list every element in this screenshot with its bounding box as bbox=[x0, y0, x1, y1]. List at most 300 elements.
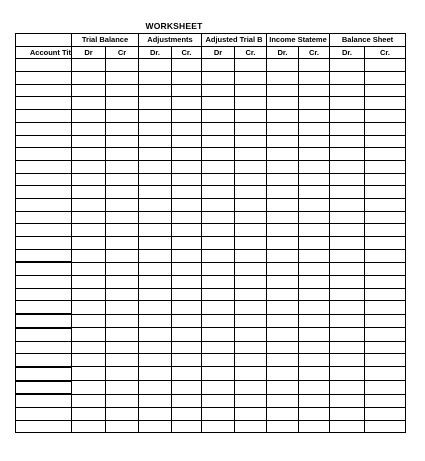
amount-cell[interactable] bbox=[235, 160, 267, 173]
amount-cell[interactable] bbox=[202, 288, 235, 301]
amount-cell[interactable] bbox=[202, 394, 235, 407]
amount-cell[interactable] bbox=[139, 249, 172, 262]
amount-cell[interactable] bbox=[106, 59, 139, 72]
amount-cell[interactable] bbox=[172, 262, 202, 275]
amount-cell[interactable] bbox=[139, 288, 172, 301]
amount-cell[interactable] bbox=[72, 97, 106, 110]
account-title-cell[interactable] bbox=[16, 314, 72, 328]
amount-cell[interactable] bbox=[330, 198, 365, 211]
amount-cell[interactable] bbox=[202, 262, 235, 275]
account-title-cell[interactable] bbox=[16, 407, 72, 420]
amount-cell[interactable] bbox=[330, 97, 365, 110]
amount-cell[interactable] bbox=[139, 110, 172, 123]
amount-cell[interactable] bbox=[267, 160, 299, 173]
amount-cell[interactable] bbox=[235, 211, 267, 224]
amount-cell[interactable] bbox=[330, 249, 365, 262]
account-title-cell[interactable] bbox=[16, 301, 72, 314]
amount-cell[interactable] bbox=[365, 407, 406, 420]
amount-cell[interactable] bbox=[172, 148, 202, 161]
account-title-cell[interactable] bbox=[16, 135, 72, 148]
amount-cell[interactable] bbox=[267, 186, 299, 199]
account-title-cell[interactable] bbox=[16, 288, 72, 301]
amount-cell[interactable] bbox=[299, 367, 330, 381]
amount-cell[interactable] bbox=[365, 288, 406, 301]
amount-cell[interactable] bbox=[139, 59, 172, 72]
account-title-cell[interactable] bbox=[16, 97, 72, 110]
amount-cell[interactable] bbox=[267, 97, 299, 110]
amount-cell[interactable] bbox=[172, 420, 202, 433]
amount-cell[interactable] bbox=[299, 249, 330, 262]
amount-cell[interactable] bbox=[202, 186, 235, 199]
amount-cell[interactable] bbox=[202, 341, 235, 354]
account-title-cell[interactable] bbox=[16, 173, 72, 186]
amount-cell[interactable] bbox=[72, 122, 106, 135]
amount-cell[interactable] bbox=[330, 148, 365, 161]
amount-cell[interactable] bbox=[365, 198, 406, 211]
amount-cell[interactable] bbox=[267, 276, 299, 289]
amount-cell[interactable] bbox=[330, 328, 365, 341]
amount-cell[interactable] bbox=[299, 84, 330, 97]
amount-cell[interactable] bbox=[139, 122, 172, 135]
amount-cell[interactable] bbox=[72, 59, 106, 72]
amount-cell[interactable] bbox=[139, 198, 172, 211]
amount-cell[interactable] bbox=[330, 59, 365, 72]
amount-cell[interactable] bbox=[330, 301, 365, 314]
amount-cell[interactable] bbox=[202, 198, 235, 211]
account-title-cell[interactable] bbox=[16, 72, 72, 85]
amount-cell[interactable] bbox=[106, 122, 139, 135]
amount-cell[interactable] bbox=[139, 186, 172, 199]
amount-cell[interactable] bbox=[72, 301, 106, 314]
amount-cell[interactable] bbox=[267, 314, 299, 328]
amount-cell[interactable] bbox=[235, 381, 267, 395]
account-title-cell[interactable] bbox=[16, 367, 72, 381]
amount-cell[interactable] bbox=[267, 367, 299, 381]
amount-cell[interactable] bbox=[330, 110, 365, 123]
amount-cell[interactable] bbox=[72, 135, 106, 148]
amount-cell[interactable] bbox=[139, 341, 172, 354]
amount-cell[interactable] bbox=[139, 367, 172, 381]
amount-cell[interactable] bbox=[330, 224, 365, 237]
amount-cell[interactable] bbox=[202, 224, 235, 237]
amount-cell[interactable] bbox=[267, 394, 299, 407]
amount-cell[interactable] bbox=[235, 367, 267, 381]
amount-cell[interactable] bbox=[299, 186, 330, 199]
amount-cell[interactable] bbox=[365, 367, 406, 381]
amount-cell[interactable] bbox=[365, 420, 406, 433]
amount-cell[interactable] bbox=[106, 341, 139, 354]
account-title-cell[interactable] bbox=[16, 186, 72, 199]
amount-cell[interactable] bbox=[365, 262, 406, 275]
amount-cell[interactable] bbox=[365, 211, 406, 224]
amount-cell[interactable] bbox=[235, 341, 267, 354]
amount-cell[interactable] bbox=[235, 288, 267, 301]
amount-cell[interactable] bbox=[106, 262, 139, 275]
amount-cell[interactable] bbox=[299, 301, 330, 314]
amount-cell[interactable] bbox=[172, 97, 202, 110]
amount-cell[interactable] bbox=[72, 249, 106, 262]
amount-cell[interactable] bbox=[330, 407, 365, 420]
amount-cell[interactable] bbox=[267, 198, 299, 211]
amount-cell[interactable] bbox=[365, 341, 406, 354]
amount-cell[interactable] bbox=[139, 262, 172, 275]
account-title-cell[interactable] bbox=[16, 341, 72, 354]
amount-cell[interactable] bbox=[330, 381, 365, 395]
amount-cell[interactable] bbox=[106, 224, 139, 237]
amount-cell[interactable] bbox=[202, 354, 235, 367]
account-title-cell[interactable] bbox=[16, 420, 72, 433]
amount-cell[interactable] bbox=[106, 135, 139, 148]
amount-cell[interactable] bbox=[365, 160, 406, 173]
amount-cell[interactable] bbox=[172, 354, 202, 367]
amount-cell[interactable] bbox=[365, 97, 406, 110]
amount-cell[interactable] bbox=[139, 135, 172, 148]
amount-cell[interactable] bbox=[172, 288, 202, 301]
amount-cell[interactable] bbox=[139, 394, 172, 407]
amount-cell[interactable] bbox=[365, 249, 406, 262]
amount-cell[interactable] bbox=[299, 328, 330, 341]
account-title-cell[interactable] bbox=[16, 122, 72, 135]
amount-cell[interactable] bbox=[267, 72, 299, 85]
amount-cell[interactable] bbox=[202, 420, 235, 433]
amount-cell[interactable] bbox=[267, 420, 299, 433]
amount-cell[interactable] bbox=[267, 135, 299, 148]
amount-cell[interactable] bbox=[172, 381, 202, 395]
amount-cell[interactable] bbox=[299, 407, 330, 420]
amount-cell[interactable] bbox=[235, 110, 267, 123]
amount-cell[interactable] bbox=[172, 341, 202, 354]
amount-cell[interactable] bbox=[235, 173, 267, 186]
amount-cell[interactable] bbox=[139, 276, 172, 289]
amount-cell[interactable] bbox=[139, 407, 172, 420]
amount-cell[interactable] bbox=[106, 173, 139, 186]
amount-cell[interactable] bbox=[235, 420, 267, 433]
amount-cell[interactable] bbox=[172, 237, 202, 250]
amount-cell[interactable] bbox=[172, 135, 202, 148]
amount-cell[interactable] bbox=[202, 135, 235, 148]
amount-cell[interactable] bbox=[72, 110, 106, 123]
amount-cell[interactable] bbox=[106, 211, 139, 224]
amount-cell[interactable] bbox=[365, 314, 406, 328]
amount-cell[interactable] bbox=[202, 301, 235, 314]
amount-cell[interactable] bbox=[172, 276, 202, 289]
amount-cell[interactable] bbox=[202, 314, 235, 328]
amount-cell[interactable] bbox=[330, 211, 365, 224]
amount-cell[interactable] bbox=[172, 110, 202, 123]
amount-cell[interactable] bbox=[365, 381, 406, 395]
account-title-cell[interactable] bbox=[16, 198, 72, 211]
amount-cell[interactable] bbox=[365, 224, 406, 237]
amount-cell[interactable] bbox=[235, 314, 267, 328]
amount-cell[interactable] bbox=[267, 262, 299, 275]
amount-cell[interactable] bbox=[267, 341, 299, 354]
amount-cell[interactable] bbox=[106, 407, 139, 420]
amount-cell[interactable] bbox=[72, 211, 106, 224]
amount-cell[interactable] bbox=[299, 72, 330, 85]
amount-cell[interactable] bbox=[330, 122, 365, 135]
amount-cell[interactable] bbox=[330, 367, 365, 381]
amount-cell[interactable] bbox=[106, 301, 139, 314]
amount-cell[interactable] bbox=[172, 367, 202, 381]
amount-cell[interactable] bbox=[299, 224, 330, 237]
amount-cell[interactable] bbox=[365, 186, 406, 199]
amount-cell[interactable] bbox=[299, 122, 330, 135]
amount-cell[interactable] bbox=[267, 84, 299, 97]
amount-cell[interactable] bbox=[106, 381, 139, 395]
amount-cell[interactable] bbox=[365, 84, 406, 97]
amount-cell[interactable] bbox=[330, 135, 365, 148]
account-title-cell[interactable] bbox=[16, 84, 72, 97]
amount-cell[interactable] bbox=[267, 381, 299, 395]
amount-cell[interactable] bbox=[72, 420, 106, 433]
amount-cell[interactable] bbox=[202, 173, 235, 186]
amount-cell[interactable] bbox=[267, 59, 299, 72]
amount-cell[interactable] bbox=[267, 224, 299, 237]
amount-cell[interactable] bbox=[235, 237, 267, 250]
account-title-cell[interactable] bbox=[16, 354, 72, 367]
amount-cell[interactable] bbox=[202, 148, 235, 161]
account-title-cell[interactable] bbox=[16, 276, 72, 289]
amount-cell[interactable] bbox=[72, 160, 106, 173]
amount-cell[interactable] bbox=[299, 110, 330, 123]
amount-cell[interactable] bbox=[72, 341, 106, 354]
amount-cell[interactable] bbox=[330, 262, 365, 275]
amount-cell[interactable] bbox=[72, 262, 106, 275]
account-title-cell[interactable] bbox=[16, 110, 72, 123]
amount-cell[interactable] bbox=[106, 84, 139, 97]
amount-cell[interactable] bbox=[72, 394, 106, 407]
amount-cell[interactable] bbox=[330, 394, 365, 407]
account-title-cell[interactable] bbox=[16, 160, 72, 173]
amount-cell[interactable] bbox=[267, 288, 299, 301]
account-title-cell[interactable] bbox=[16, 249, 72, 262]
amount-cell[interactable] bbox=[235, 276, 267, 289]
amount-cell[interactable] bbox=[106, 420, 139, 433]
amount-cell[interactable] bbox=[172, 198, 202, 211]
amount-cell[interactable] bbox=[106, 237, 139, 250]
amount-cell[interactable] bbox=[202, 211, 235, 224]
amount-cell[interactable] bbox=[235, 407, 267, 420]
amount-cell[interactable] bbox=[299, 341, 330, 354]
amount-cell[interactable] bbox=[202, 72, 235, 85]
amount-cell[interactable] bbox=[330, 173, 365, 186]
amount-cell[interactable] bbox=[139, 314, 172, 328]
amount-cell[interactable] bbox=[202, 97, 235, 110]
amount-cell[interactable] bbox=[235, 59, 267, 72]
amount-cell[interactable] bbox=[267, 173, 299, 186]
amount-cell[interactable] bbox=[106, 328, 139, 341]
amount-cell[interactable] bbox=[202, 367, 235, 381]
amount-cell[interactable] bbox=[72, 224, 106, 237]
amount-cell[interactable] bbox=[235, 328, 267, 341]
amount-cell[interactable] bbox=[365, 354, 406, 367]
amount-cell[interactable] bbox=[267, 354, 299, 367]
amount-cell[interactable] bbox=[172, 72, 202, 85]
amount-cell[interactable] bbox=[299, 97, 330, 110]
amount-cell[interactable] bbox=[139, 224, 172, 237]
amount-cell[interactable] bbox=[299, 237, 330, 250]
amount-cell[interactable] bbox=[365, 59, 406, 72]
amount-cell[interactable] bbox=[139, 354, 172, 367]
account-title-cell[interactable] bbox=[16, 148, 72, 161]
amount-cell[interactable] bbox=[365, 122, 406, 135]
amount-cell[interactable] bbox=[235, 186, 267, 199]
amount-cell[interactable] bbox=[106, 394, 139, 407]
amount-cell[interactable] bbox=[299, 394, 330, 407]
amount-cell[interactable] bbox=[139, 148, 172, 161]
amount-cell[interactable] bbox=[330, 72, 365, 85]
amount-cell[interactable] bbox=[235, 249, 267, 262]
amount-cell[interactable] bbox=[139, 381, 172, 395]
amount-cell[interactable] bbox=[106, 314, 139, 328]
amount-cell[interactable] bbox=[106, 276, 139, 289]
account-title-cell[interactable] bbox=[16, 262, 72, 275]
amount-cell[interactable] bbox=[202, 110, 235, 123]
amount-cell[interactable] bbox=[172, 249, 202, 262]
amount-cell[interactable] bbox=[139, 160, 172, 173]
amount-cell[interactable] bbox=[139, 301, 172, 314]
amount-cell[interactable] bbox=[139, 420, 172, 433]
amount-cell[interactable] bbox=[267, 407, 299, 420]
account-title-cell[interactable] bbox=[16, 394, 72, 407]
amount-cell[interactable] bbox=[299, 59, 330, 72]
amount-cell[interactable] bbox=[172, 122, 202, 135]
amount-cell[interactable] bbox=[106, 97, 139, 110]
amount-cell[interactable] bbox=[139, 328, 172, 341]
amount-cell[interactable] bbox=[106, 367, 139, 381]
amount-cell[interactable] bbox=[365, 276, 406, 289]
amount-cell[interactable] bbox=[172, 173, 202, 186]
amount-cell[interactable] bbox=[299, 262, 330, 275]
amount-cell[interactable] bbox=[299, 198, 330, 211]
amount-cell[interactable] bbox=[299, 420, 330, 433]
amount-cell[interactable] bbox=[72, 198, 106, 211]
amount-cell[interactable] bbox=[202, 407, 235, 420]
amount-cell[interactable] bbox=[106, 72, 139, 85]
amount-cell[interactable] bbox=[330, 288, 365, 301]
account-title-cell[interactable] bbox=[16, 381, 72, 395]
amount-cell[interactable] bbox=[72, 148, 106, 161]
amount-cell[interactable] bbox=[202, 328, 235, 341]
account-title-cell[interactable] bbox=[16, 328, 72, 341]
amount-cell[interactable] bbox=[365, 173, 406, 186]
amount-cell[interactable] bbox=[202, 276, 235, 289]
amount-cell[interactable] bbox=[299, 135, 330, 148]
amount-cell[interactable] bbox=[72, 407, 106, 420]
amount-cell[interactable] bbox=[72, 84, 106, 97]
amount-cell[interactable] bbox=[202, 84, 235, 97]
amount-cell[interactable] bbox=[139, 211, 172, 224]
amount-cell[interactable] bbox=[139, 84, 172, 97]
amount-cell[interactable] bbox=[106, 288, 139, 301]
amount-cell[interactable] bbox=[235, 148, 267, 161]
amount-cell[interactable] bbox=[365, 394, 406, 407]
amount-cell[interactable] bbox=[106, 186, 139, 199]
amount-cell[interactable] bbox=[235, 135, 267, 148]
account-title-cell[interactable] bbox=[16, 211, 72, 224]
amount-cell[interactable] bbox=[235, 394, 267, 407]
amount-cell[interactable] bbox=[172, 394, 202, 407]
amount-cell[interactable] bbox=[267, 301, 299, 314]
amount-cell[interactable] bbox=[72, 381, 106, 395]
amount-cell[interactable] bbox=[139, 173, 172, 186]
amount-cell[interactable] bbox=[72, 237, 106, 250]
amount-cell[interactable] bbox=[330, 314, 365, 328]
amount-cell[interactable] bbox=[235, 72, 267, 85]
amount-cell[interactable] bbox=[106, 198, 139, 211]
amount-cell[interactable] bbox=[267, 237, 299, 250]
amount-cell[interactable] bbox=[299, 148, 330, 161]
amount-cell[interactable] bbox=[299, 160, 330, 173]
amount-cell[interactable] bbox=[172, 314, 202, 328]
amount-cell[interactable] bbox=[330, 354, 365, 367]
amount-cell[interactable] bbox=[106, 160, 139, 173]
amount-cell[interactable] bbox=[365, 237, 406, 250]
amount-cell[interactable] bbox=[72, 173, 106, 186]
amount-cell[interactable] bbox=[172, 328, 202, 341]
amount-cell[interactable] bbox=[72, 367, 106, 381]
amount-cell[interactable] bbox=[330, 160, 365, 173]
amount-cell[interactable] bbox=[330, 237, 365, 250]
account-title-cell[interactable] bbox=[16, 59, 72, 72]
amount-cell[interactable] bbox=[330, 186, 365, 199]
amount-cell[interactable] bbox=[299, 354, 330, 367]
amount-cell[interactable] bbox=[202, 160, 235, 173]
amount-cell[interactable] bbox=[106, 110, 139, 123]
amount-cell[interactable] bbox=[299, 314, 330, 328]
amount-cell[interactable] bbox=[267, 211, 299, 224]
amount-cell[interactable] bbox=[365, 135, 406, 148]
amount-cell[interactable] bbox=[172, 160, 202, 173]
amount-cell[interactable] bbox=[202, 59, 235, 72]
amount-cell[interactable] bbox=[299, 276, 330, 289]
amount-cell[interactable] bbox=[235, 84, 267, 97]
amount-cell[interactable] bbox=[235, 262, 267, 275]
amount-cell[interactable] bbox=[139, 72, 172, 85]
account-title-cell[interactable] bbox=[16, 237, 72, 250]
amount-cell[interactable] bbox=[365, 110, 406, 123]
amount-cell[interactable] bbox=[235, 122, 267, 135]
amount-cell[interactable] bbox=[72, 186, 106, 199]
amount-cell[interactable] bbox=[202, 249, 235, 262]
amount-cell[interactable] bbox=[172, 84, 202, 97]
amount-cell[interactable] bbox=[72, 72, 106, 85]
amount-cell[interactable] bbox=[365, 328, 406, 341]
amount-cell[interactable] bbox=[235, 354, 267, 367]
amount-cell[interactable] bbox=[299, 173, 330, 186]
amount-cell[interactable] bbox=[202, 381, 235, 395]
amount-cell[interactable] bbox=[267, 148, 299, 161]
amount-cell[interactable] bbox=[172, 59, 202, 72]
amount-cell[interactable] bbox=[106, 249, 139, 262]
amount-cell[interactable] bbox=[235, 301, 267, 314]
amount-cell[interactable] bbox=[106, 354, 139, 367]
amount-cell[interactable] bbox=[72, 328, 106, 341]
amount-cell[interactable] bbox=[267, 249, 299, 262]
amount-cell[interactable] bbox=[267, 110, 299, 123]
account-title-cell[interactable] bbox=[16, 224, 72, 237]
amount-cell[interactable] bbox=[330, 276, 365, 289]
amount-cell[interactable] bbox=[330, 420, 365, 433]
amount-cell[interactable] bbox=[365, 72, 406, 85]
amount-cell[interactable] bbox=[299, 381, 330, 395]
amount-cell[interactable] bbox=[72, 354, 106, 367]
amount-cell[interactable] bbox=[172, 224, 202, 237]
amount-cell[interactable] bbox=[172, 407, 202, 420]
amount-cell[interactable] bbox=[235, 97, 267, 110]
amount-cell[interactable] bbox=[267, 328, 299, 341]
amount-cell[interactable] bbox=[202, 237, 235, 250]
